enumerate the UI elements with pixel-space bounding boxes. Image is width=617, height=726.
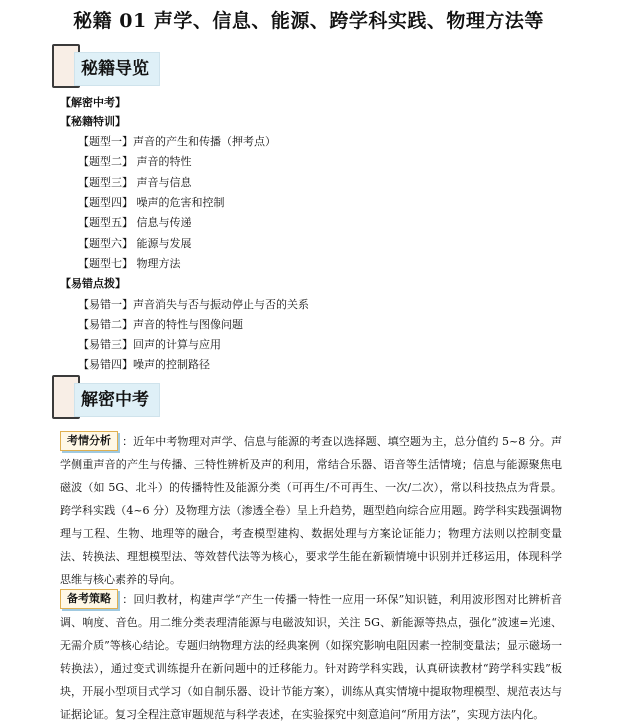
question-type-item: 【题型五】 信息与传递 xyxy=(78,216,192,229)
error-item: 【易错一】声音消失与否与振动停止与否的关系 xyxy=(78,298,309,311)
beikao-tag: 备考策略 xyxy=(60,589,118,609)
question-type-item: 【题型二】 声音的特性 xyxy=(78,155,192,168)
page-title: 秘籍 01 声学、信息、能源、跨学科实践、物理方法等 xyxy=(73,10,544,32)
kaoqing-tag: 考情分析 xyxy=(60,431,118,451)
kaoqing-paragraph xyxy=(60,430,562,591)
analysis-heading: 解密中考 xyxy=(74,383,160,417)
beikao-paragraph xyxy=(60,588,562,726)
question-type-item: 【题型七】 物理方法 xyxy=(78,257,181,270)
beikao-text: ：回归教材，构建声学“产生一传播一特性一应用一环保”知识链，利用波形图对比辨析音调、响度、音色。用二维分类表理清能源与电磁波知识，关注 5G、新能源等热点，强化“波速=光速、无需介质”等核心结论。专题归纳物理方法的经典案例（如探究影响电阻因素一控制变量法；显示磁场一转换法），通过变式训练提升在新问题中的迁移能力。针对跨学科实践，认真研读教材“跨学科实践”板块，开展小型项目式学习（如自制乐器、设计节能方案），训练从真实情境中提取物理模型、规范表达与证据论证。复习全程注意审题规范与科学表述，在实验探究中刻意追问“所用方法”，实现方法内化。 xyxy=(60,593,562,721)
error-item: 【易错三】回声的计算与应用 xyxy=(78,338,221,351)
yicuo-dianbo-label: 【易错点拨】 xyxy=(60,277,126,290)
question-type-item: 【题型一】声音的产生和传播（押考点） xyxy=(78,135,276,148)
question-type-item: 【题型六】 能源与发展 xyxy=(78,237,192,250)
jiemi-zhongkao-label: 【解密中考】 xyxy=(60,96,126,109)
kaoqing-text: ：近年中考物理对声学、信息与能源的考查以选择题、填空题为主，总分值约 5~8 分。声学侧重声音的产生与传播、三特性辨析及声的利用，常结合乐器、语音等生活情境；信息与能源聚焦电磁波（如 5G、北斗）的传播特性及能源分类（可再生/不可再生、一次/二次），常以科技热点为背景。跨学科实践（4~6 分）及物理方法（渗透全卷）呈上升趋势，题型趋向综合应用题。跨学科实践强调物理与工程、生物、地理等的融合，考查模型建构、数据处理与方案论证能力；物理方法则以控制变量法、转换法、理想模型法、等效替代法等为核心，要求学生能在新颖情境中识别并迁移运用，体现科学思维与核心素养的导向。 xyxy=(60,435,562,586)
question-type-item: 【题型三】 声音与信息 xyxy=(78,176,192,189)
question-type-item: 【题型四】 噪声的危害和控制 xyxy=(78,196,225,209)
miji-texun-label: 【秘籍特训】 xyxy=(60,115,126,128)
error-item: 【易错二】声音的特性与图像问题 xyxy=(78,318,243,331)
error-item: 【易错四】噪声的控制路径 xyxy=(78,358,210,371)
overview-heading: 秘籍导览 xyxy=(74,52,160,86)
